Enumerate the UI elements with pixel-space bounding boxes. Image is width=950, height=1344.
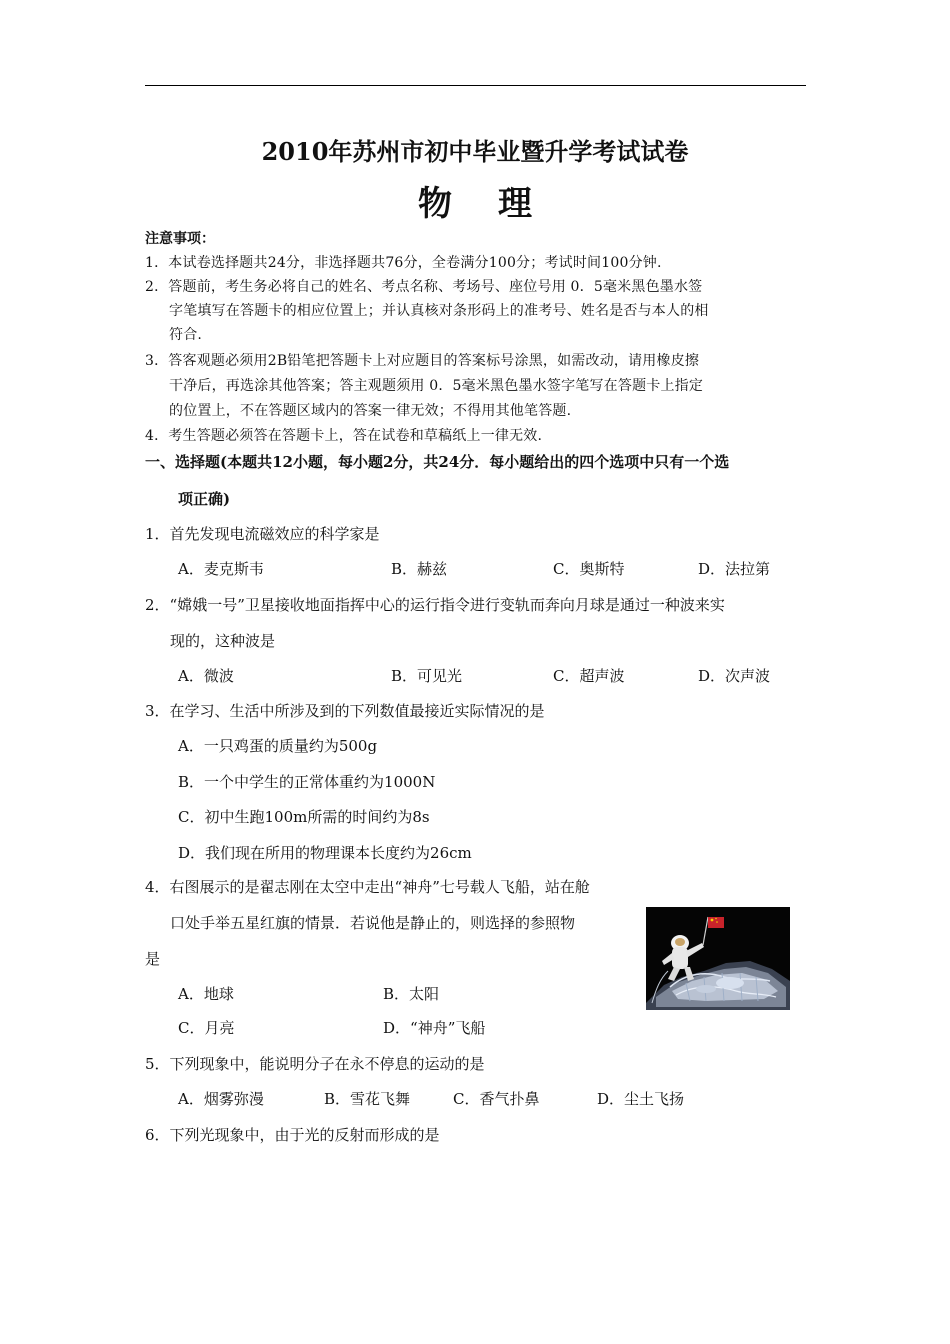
question-stem-cont: 是	[145, 950, 161, 968]
question-stem: 1．首先发现电流磁效应的科学家是	[145, 525, 380, 543]
question-stem-cont: 现的，这种波是	[170, 632, 276, 650]
question-stem: 5．下列现象中，能说明分子在永不停息的运动的是	[145, 1055, 485, 1073]
astronaut-spacewalk-photo	[646, 907, 790, 1010]
option-a: A．微波	[178, 667, 234, 685]
note-line: 4．考生答题必须答在答题卡上，答在试卷和草稿纸上一律无效.	[145, 428, 543, 444]
astronaut-spacewalk-image	[646, 907, 790, 1010]
note-line: 3．答客观题必须用2B铅笔把答题卡上对应题目的答案标号涂黑，如需改动，请用橡皮擦	[145, 353, 700, 369]
option-a: A．一只鸡蛋的质量约为500g	[178, 737, 378, 755]
option-c: C．初中生跑100m所需的时间约为8s	[178, 808, 430, 826]
option-d: D．尘土飞扬	[597, 1090, 685, 1108]
option-a: A．麦克斯韦	[178, 560, 264, 578]
note-line: 2．答题前，考生务必将自己的姓名、考点名称、考场号、座位号用 0．5毫米黑色墨水签	[145, 279, 703, 295]
option-b: B．赫兹	[391, 560, 448, 578]
option-b: B．雪花飞舞	[324, 1090, 411, 1108]
header-rule	[145, 85, 806, 86]
question-stem: 4．右图展示的是翟志刚在太空中走出“神舟”七号载人飞船，站在舱	[145, 878, 590, 896]
exam-title: 2010年苏州市初中毕业暨升学考试试卷	[261, 137, 689, 166]
note-line: 1．本试卷选择题共24分，非选择题共76分，全卷满分100分；考试时间100分钟.	[145, 255, 662, 271]
exam-subject: 物理	[418, 184, 578, 224]
option-c: C．月亮	[178, 1019, 235, 1037]
option-d: D．次声波	[698, 667, 771, 685]
option-b: B．可见光	[391, 667, 463, 685]
note-line: 符合.	[169, 327, 203, 343]
option-d: D．法拉第	[698, 560, 771, 578]
section-heading-cont: 项正确)	[178, 490, 231, 508]
option-c: C．超声波	[553, 667, 625, 685]
question-stem: 6．下列光现象中，由于光的反射而形成的是	[145, 1126, 440, 1144]
option-a: A．地球	[178, 985, 234, 1003]
option-a: A．烟雾弥漫	[178, 1090, 264, 1108]
question-stem: 3．在学习、生活中所涉及到的下列数值最接近实际情况的是	[145, 702, 545, 720]
note-line: 字笔填写在答题卡的相应位置上；并认真核对条形码上的准考号、姓名是否与本人的相	[169, 303, 709, 319]
note-line: 的位置上，不在答题区域内的答案一律无效；不得用其他笔答题.	[169, 403, 572, 419]
question-stem: 2．“嫦娥一号”卫星接收地面指挥中心的运行指令进行变轨而奔向月球是通过一种波来实	[145, 596, 725, 614]
option-d: D．我们现在所用的物理课本长度约为26cm	[178, 844, 472, 862]
option-c: C．香气扑鼻	[453, 1090, 540, 1108]
option-b: B．太阳	[383, 985, 440, 1003]
option-b: B．一个中学生的正常体重约为1000N	[178, 773, 436, 791]
option-c: C．奥斯特	[553, 560, 625, 578]
notes-heading: 注意事项：	[145, 231, 215, 247]
note-line: 干净后，再选涂其他答案；答主观题须用 0．5毫米黑色墨水签字笔写在答题卡上指定	[169, 378, 704, 394]
option-d: D．“神舟”飞船	[383, 1019, 486, 1037]
question-stem-cont: 口处手举五星红旗的情景．若说他是静止的，则选择的参照物	[170, 914, 576, 932]
section-heading: 一、选择题(本题共12小题，每小题2分，共24分．每小题给出的四个选项中只有一个选	[145, 453, 730, 471]
